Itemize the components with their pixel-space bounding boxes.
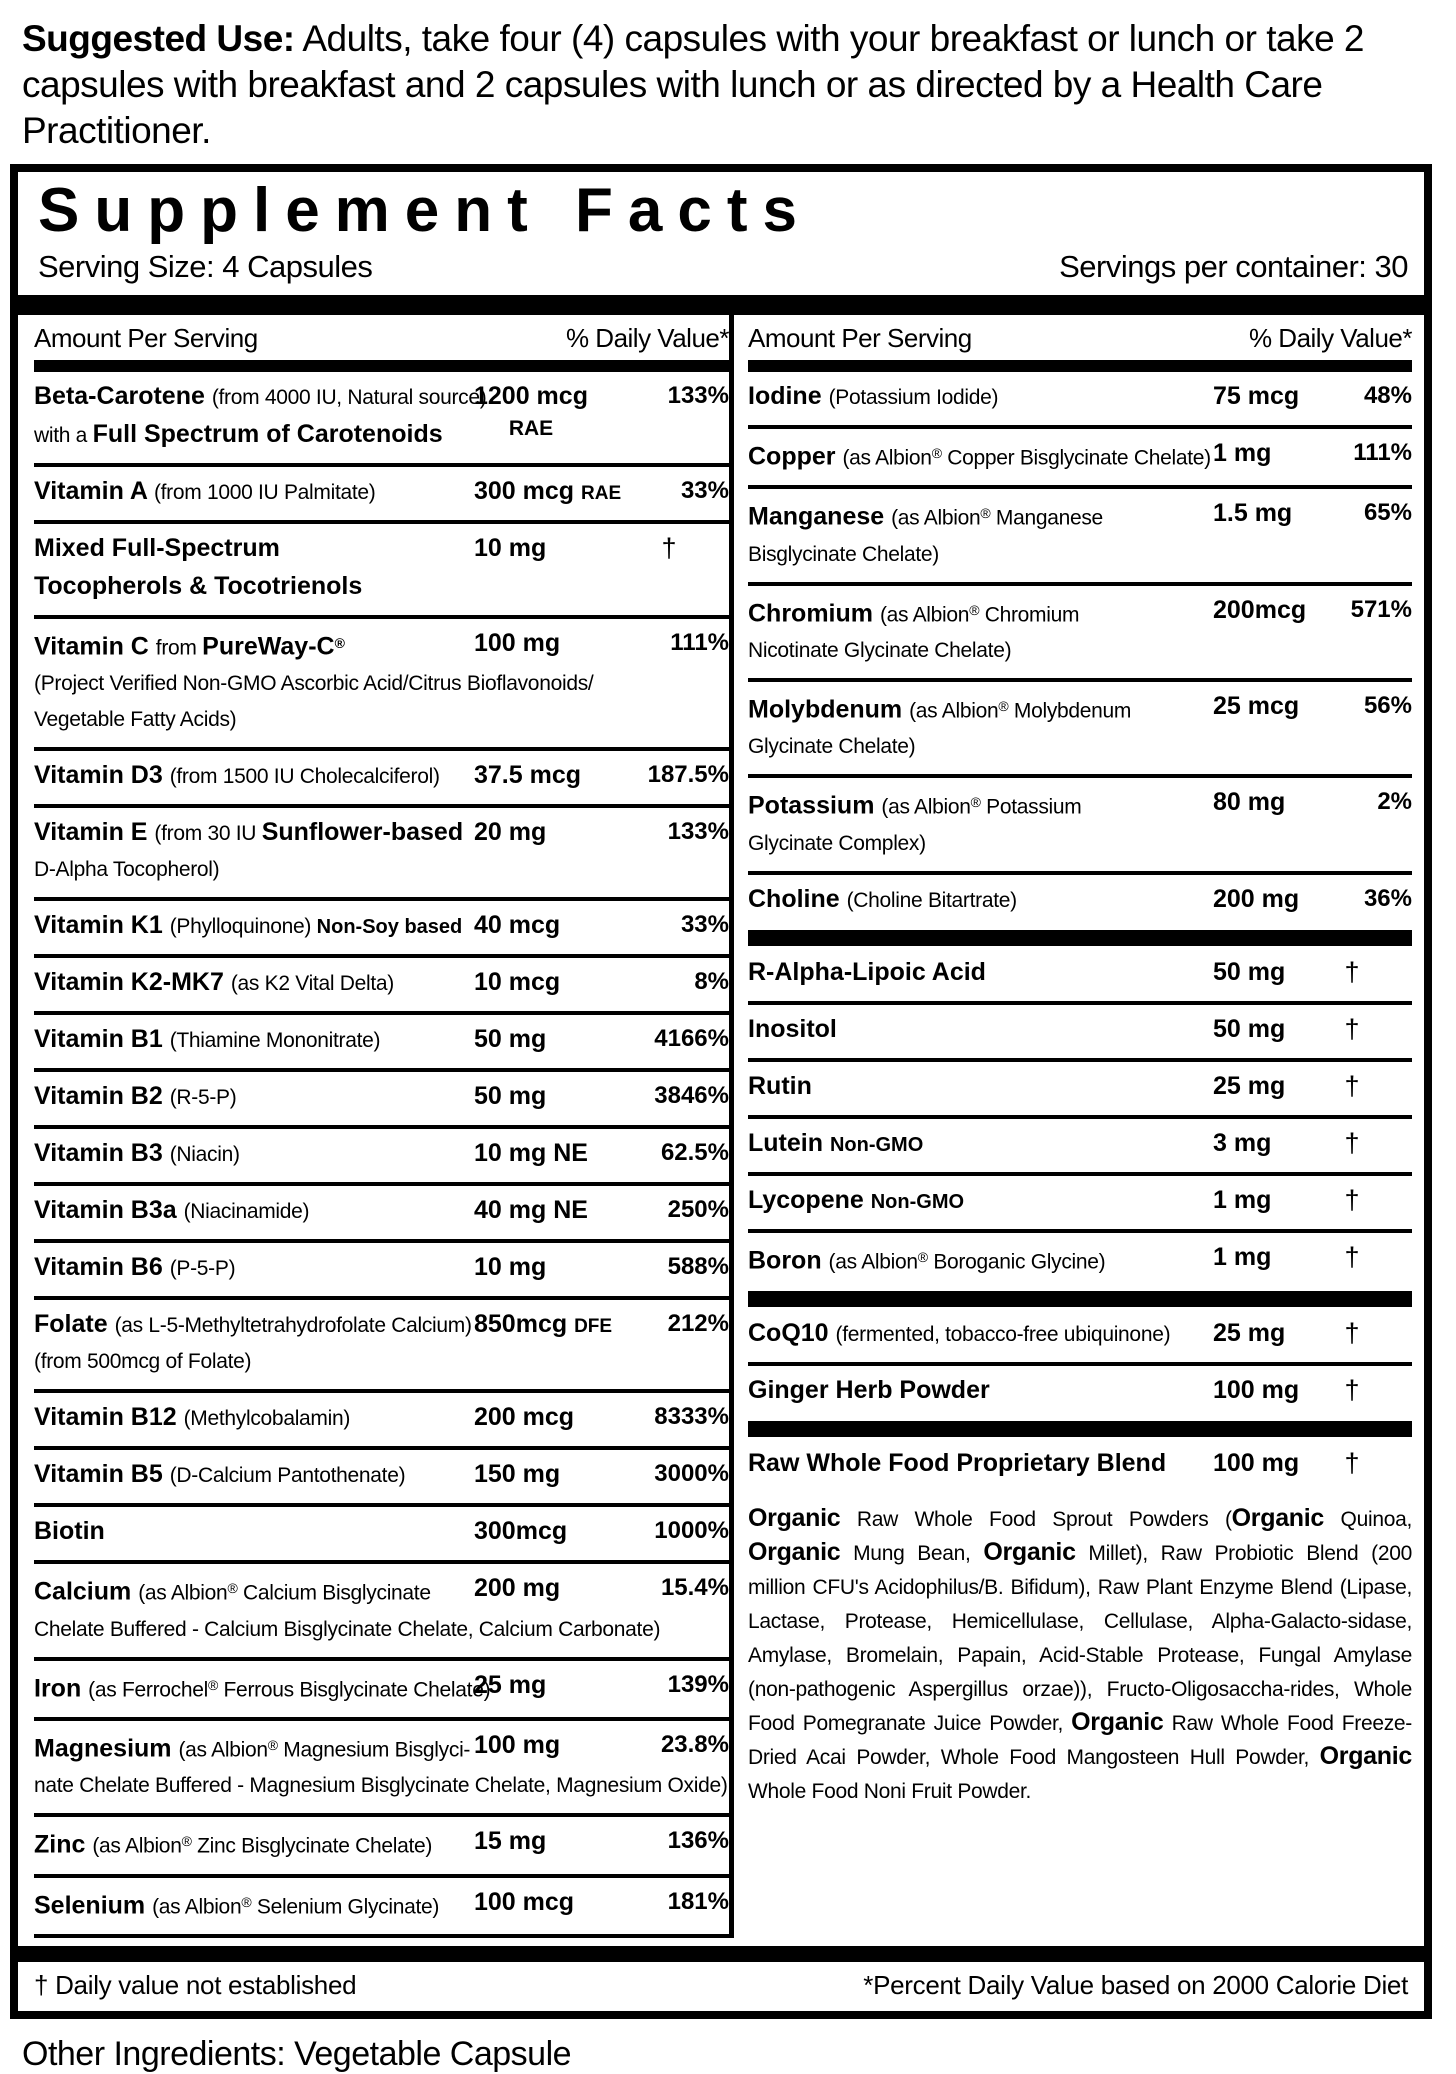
daily-value-cell: 111%	[670, 629, 729, 657]
column-header	[748, 315, 1412, 360]
suggested-use-label: Suggested Use:	[22, 18, 295, 59]
table-row	[34, 1503, 729, 1560]
daily-value-header: % Daily Value*	[565, 323, 729, 354]
table-row	[34, 615, 729, 747]
amount-cell: 80 mg	[1213, 788, 1286, 817]
left-column	[18, 315, 729, 1938]
amount-cell: 20 mg	[474, 818, 547, 847]
amount-cell: 100 mg	[474, 629, 561, 658]
table-row	[34, 1182, 729, 1239]
nutrient-name: Vitamin B3 (Niacin)	[34, 1136, 729, 1174]
supplement-facts-panel	[10, 164, 1432, 2019]
panel-title: Supplement Facts	[38, 176, 812, 245]
nutrient-name: Boron (as Albion® Boroganic Glycine)	[748, 1240, 1412, 1281]
nutrient-name: Inositol	[748, 1012, 1412, 1050]
table-row	[748, 1229, 1412, 1289]
table-row	[34, 804, 729, 897]
daily-value-cell: 8%	[694, 968, 729, 996]
amount-cell: 10 mg	[474, 534, 547, 563]
nutrient-name: Vitamin A (from 1000 IU Palmitate)	[34, 474, 729, 512]
amount-cell: 10 mg	[474, 1253, 547, 1282]
nutrient-name: Biotin	[34, 1514, 729, 1552]
amount-cell: 50 mg	[1213, 957, 1286, 986]
nutrient-name: Lutein Non-GMO	[748, 1126, 1412, 1164]
daily-value-cell: 250%	[667, 1196, 729, 1224]
daily-value-cell: †	[1344, 956, 1360, 987]
amount-cell: 200 mcg	[474, 1403, 575, 1432]
table-row	[34, 1874, 729, 1934]
suggested-use-text: Adults, take four (4) capsules with your breakfast or lunch or take 2 capsules with breakfast and 2 capsules with lunch or as directed by a Health Care Practitioner.	[22, 18, 1365, 151]
daily-value-cell: †	[1344, 1241, 1360, 1272]
amount-cell: 25 mg	[1213, 1319, 1286, 1348]
daily-value-cell: 3000%	[654, 1460, 729, 1488]
nutrient-name: CoQ10 (fermented, tobacco-free ubiquinone)	[748, 1316, 1412, 1354]
nutrient-name: Selenium (as Albion® Selenium Glycinate)	[34, 1885, 729, 1926]
nutrient-name: Calcium (as Albion® Calcium Bisglycinate Chelate Buffered - Calcium Bisglycinate Chelate, Calcium Carbonate)	[34, 1571, 729, 1648]
amount-cell: 100 mg	[1213, 1449, 1300, 1478]
amount-cell: 100 mcg	[474, 1887, 575, 1916]
amount-cell: 300 mcg RAE	[474, 477, 622, 506]
table-row	[34, 747, 729, 804]
amount-cell: 40 mg NE	[474, 1196, 588, 1225]
daily-value-cell: 212%	[667, 1310, 729, 1338]
nutrient-name: R-Alpha-Lipoic Acid	[748, 955, 1412, 993]
table-row	[34, 1296, 729, 1389]
right-column	[734, 315, 1424, 1938]
nutrient-name: Folate (as L-5-Methyltetrahydrofolate Calcium) (from 500mcg of Folate)	[34, 1307, 729, 1381]
amount-cell: 40 mcg	[474, 911, 561, 940]
amount-cell: 37.5 mcg	[474, 761, 582, 790]
nutrient-name: Vitamin B2 (R-5-P)	[34, 1079, 729, 1117]
table-row	[34, 954, 729, 1011]
amount-cell: 50 mg	[1213, 1014, 1286, 1043]
daily-value-cell: †	[1344, 1127, 1360, 1158]
daily-value-cell: 136%	[667, 1827, 729, 1855]
nutrient-name: Choline (Choline Bitartrate)	[748, 882, 1412, 920]
nutrient-name: Vitamin C from PureWay-C® (Project Verified Non-GMO Ascorbic Acid/Citrus Bioflavonoids/ Vegetable Fatty Acids)	[34, 626, 729, 739]
nutrient-name: Ginger Herb Powder	[748, 1373, 1412, 1411]
table-row	[34, 372, 729, 463]
nutrient-name: Raw Whole Food Proprietary Blend	[748, 1446, 1412, 1484]
amount-cell: 50 mg	[474, 1025, 547, 1054]
daily-value-cell: †	[1344, 1375, 1360, 1406]
amount-header: Amount Per Serving	[748, 323, 972, 354]
nutrient-name: Lycopene Non-GMO	[748, 1183, 1412, 1221]
amount-cell: 300mcg	[474, 1517, 568, 1546]
servings-per-container: Servings per container: 30	[1059, 249, 1408, 285]
table-row	[748, 774, 1412, 870]
amount-cell: 1200 mcg RAE	[474, 382, 588, 441]
header-band	[18, 295, 1424, 315]
other-ingredients: Other Ingredients: Vegetable Capsule	[22, 2035, 572, 2074]
nutrient-name: Rutin	[748, 1069, 1412, 1107]
table-row	[748, 1439, 1412, 1492]
table-row	[748, 1309, 1412, 1362]
nutrient-name: Potassium (as Albion® Potassium Glycinate Complex)	[748, 785, 1412, 862]
daily-value-cell: 33%	[680, 911, 729, 939]
table-row	[748, 678, 1412, 774]
proprietary-blend-description: Organic Raw Whole Food Sprout Powders (Organic Quinoa, Organic Mung Bean, Organic Millet), Raw Probiotic Blend (200 million CFU's Acidophilus/B. Bifidum), Raw Plant Enzyme Blend (Lipase, Lactase, Protease, Hemicellulase, Cellulase, Alpha-Galacto-sidase, Amylase, Bromelain, Papain, Acid-Stable Protease, Fungal Amylase (non-pathogenic Aspergillus orzae)), Fructo-Oligosaccha-rides, Whole Food Pomegranate Juice Powder, Organic Raw Whole Food Freeze-Dried Acai Powder, Whole Food Mangosteen Hull Powder, Organic Whole Food Noni Fruit Powder.	[748, 1504, 1412, 1804]
amount-unit-sub: RAE	[508, 417, 554, 441]
left-rows	[34, 372, 729, 1938]
table-row	[748, 1172, 1412, 1229]
daily-value-cell: 15.4%	[660, 1574, 729, 1602]
nutrient-name: Vitamin B3a (Niacinamide)	[34, 1193, 729, 1231]
table-row	[34, 1068, 729, 1125]
header-underline	[748, 360, 1412, 372]
daily-value-cell: 133%	[667, 818, 729, 846]
daily-value-cell: †	[661, 533, 677, 564]
daily-value-cell: 62.5%	[660, 1139, 729, 1167]
daily-value-cell: 181%	[667, 1887, 729, 1915]
right-rows	[748, 372, 1412, 1816]
table-row	[34, 1560, 729, 1656]
nutrient-name: Vitamin B6 (P-5-P)	[34, 1250, 729, 1288]
footnote-divider	[18, 1946, 1424, 1962]
footnote-dagger: † Daily value not established	[34, 1970, 357, 2001]
amount-header: Amount Per Serving	[34, 323, 258, 354]
table-row	[748, 582, 1412, 678]
amount-cell: 850mcg DFE	[474, 1310, 613, 1339]
table-row	[34, 1125, 729, 1182]
table-row	[748, 485, 1412, 581]
amount-cell: 10 mcg	[474, 968, 561, 997]
table-row	[748, 1001, 1412, 1058]
table-row	[34, 520, 729, 615]
column-header	[34, 315, 729, 360]
amount-cell: 50 mg	[474, 1082, 547, 1111]
amount-cell: 1.5 mg	[1213, 499, 1293, 528]
table-row	[34, 1717, 729, 1813]
daily-value-cell: †	[1344, 1184, 1360, 1215]
amount-cell: 1 mg	[1213, 1185, 1272, 1214]
daily-value-header: % Daily Value*	[1248, 323, 1412, 354]
amount-cell: 150 mg	[474, 1460, 561, 1489]
header-underline	[34, 360, 729, 372]
table-row	[748, 425, 1412, 485]
nutrient-name: Vitamin K1 (Phylloquinone) Non-Soy based	[34, 908, 729, 946]
amount-cell: 3 mg	[1213, 1128, 1272, 1157]
nutrient-name: Iron (as Ferrochel® Ferrous Bisglycinate Chelate)	[34, 1668, 729, 1709]
daily-value-cell: 8333%	[654, 1403, 729, 1431]
daily-value-cell: †	[1344, 1070, 1360, 1101]
table-row	[748, 871, 1412, 928]
table-row	[748, 372, 1412, 425]
table-row	[748, 948, 1412, 1001]
table-row	[34, 1446, 729, 1503]
amount-cell: 100 mg	[474, 1731, 561, 1760]
table-row	[34, 897, 729, 954]
amount-cell: 1 mg	[1213, 439, 1272, 468]
daily-value-cell: 588%	[667, 1253, 729, 1281]
daily-value-cell: 1000%	[654, 1517, 729, 1545]
nutrient-name: Molybdenum (as Albion® Molybdenum Glycinate Chelate)	[748, 689, 1412, 766]
daily-value-cell: 33%	[680, 477, 729, 505]
daily-value-cell: 187.5%	[647, 761, 729, 789]
nutrient-name: Beta-Carotene (from 4000 IU, Natural source) with a Full Spectrum of Carotenoids	[34, 379, 729, 455]
nutrient-name: Vitamin B12 (Methylcobalamin)	[34, 1400, 729, 1438]
serving-row	[18, 243, 1424, 295]
table-row	[34, 1813, 729, 1873]
nutrient-name: Iodine (Potassium Iodide)	[748, 379, 1412, 417]
suggested-use	[22, 16, 1428, 154]
facts-columns	[18, 315, 1424, 1938]
amount-cell: 200 mg	[1213, 884, 1300, 913]
nutrient-name: Mixed Full-Spectrum Tocopherols & Tocotrienols	[34, 531, 729, 607]
supplement-label-page	[0, 16, 1456, 2074]
amount-cell: 15 mg	[474, 1827, 547, 1856]
table-row	[34, 1239, 729, 1296]
daily-value-cell: †	[1344, 1318, 1360, 1349]
amount-cell: 200 mg	[474, 1574, 561, 1603]
daily-value-cell: 2%	[1377, 788, 1412, 816]
nutrient-name: Vitamin D3 (from 1500 IU Cholecalciferol)	[34, 758, 729, 796]
daily-value-cell: †	[1344, 1448, 1360, 1479]
nutrient-name: Vitamin K2-MK7 (as K2 Vital Delta)	[34, 965, 729, 1003]
daily-value-cell: 36%	[1363, 884, 1412, 912]
daily-value-cell: †	[1344, 1013, 1360, 1044]
section-divider	[748, 1291, 1412, 1307]
table-row	[34, 1011, 729, 1068]
nutrient-name: Manganese (as Albion® Manganese Bisglycinate Chelate)	[748, 496, 1412, 573]
table-row	[748, 1115, 1412, 1172]
daily-value-cell: 4166%	[654, 1025, 729, 1053]
table-row	[748, 1058, 1412, 1115]
amount-cell: 25 mg	[1213, 1071, 1286, 1100]
amount-cell: 10 mg NE	[474, 1139, 588, 1168]
daily-value-cell: 56%	[1363, 692, 1412, 720]
table-row	[34, 1389, 729, 1446]
section-divider	[748, 930, 1412, 946]
daily-value-cell: 139%	[667, 1670, 729, 1698]
serving-size: Serving Size: 4 Capsules	[38, 249, 373, 285]
amount-cell: 25 mcg	[1213, 692, 1300, 721]
nutrient-name: Vitamin E (from 30 IU Sunflower-based D-Alpha Tocopherol)	[34, 815, 729, 889]
amount-cell: 75 mcg	[1213, 382, 1300, 411]
amount-cell: 200mcg	[1213, 595, 1307, 624]
daily-value-cell: 23.8%	[660, 1731, 729, 1759]
daily-value-cell: 111%	[1353, 439, 1412, 467]
daily-value-cell: 3846%	[654, 1082, 729, 1110]
table-row	[34, 463, 729, 520]
footnote-row	[18, 1962, 1424, 2011]
amount-cell: 25 mg	[474, 1670, 547, 1699]
nutrient-name: Zinc (as Albion® Zinc Bisglycinate Chelate)	[34, 1824, 729, 1865]
nutrient-name: Vitamin B5 (D-Calcium Pantothenate)	[34, 1457, 729, 1495]
nutrient-name: Chromium (as Albion® Chromium Nicotinate Glycinate Chelate)	[748, 593, 1412, 670]
daily-value-cell: 65%	[1363, 499, 1412, 527]
nutrient-name: Copper (as Albion® Copper Bisglycinate Chelate)	[748, 436, 1412, 477]
daily-value-cell: 133%	[667, 382, 729, 410]
table-row	[748, 1362, 1412, 1419]
table-row	[34, 1657, 729, 1717]
daily-value-cell: 571%	[1350, 595, 1412, 623]
amount-cell: 1 mg	[1213, 1242, 1272, 1271]
nutrient-name: Magnesium (as Albion® Magnesium Bisglyci- nate Chelate Buffered - Magnesium Bisglycinate Chelate, Magnesium Oxide)	[34, 1728, 729, 1805]
footnote-daily-value: *Percent Daily Value based on 2000 Calorie Diet	[863, 1970, 1408, 2001]
nutrient-name: Vitamin B1 (Thiamine Mononitrate)	[34, 1022, 729, 1060]
section-divider	[748, 1421, 1412, 1437]
daily-value-cell: 48%	[1363, 382, 1412, 410]
amount-cell: 100 mg	[1213, 1376, 1300, 1405]
